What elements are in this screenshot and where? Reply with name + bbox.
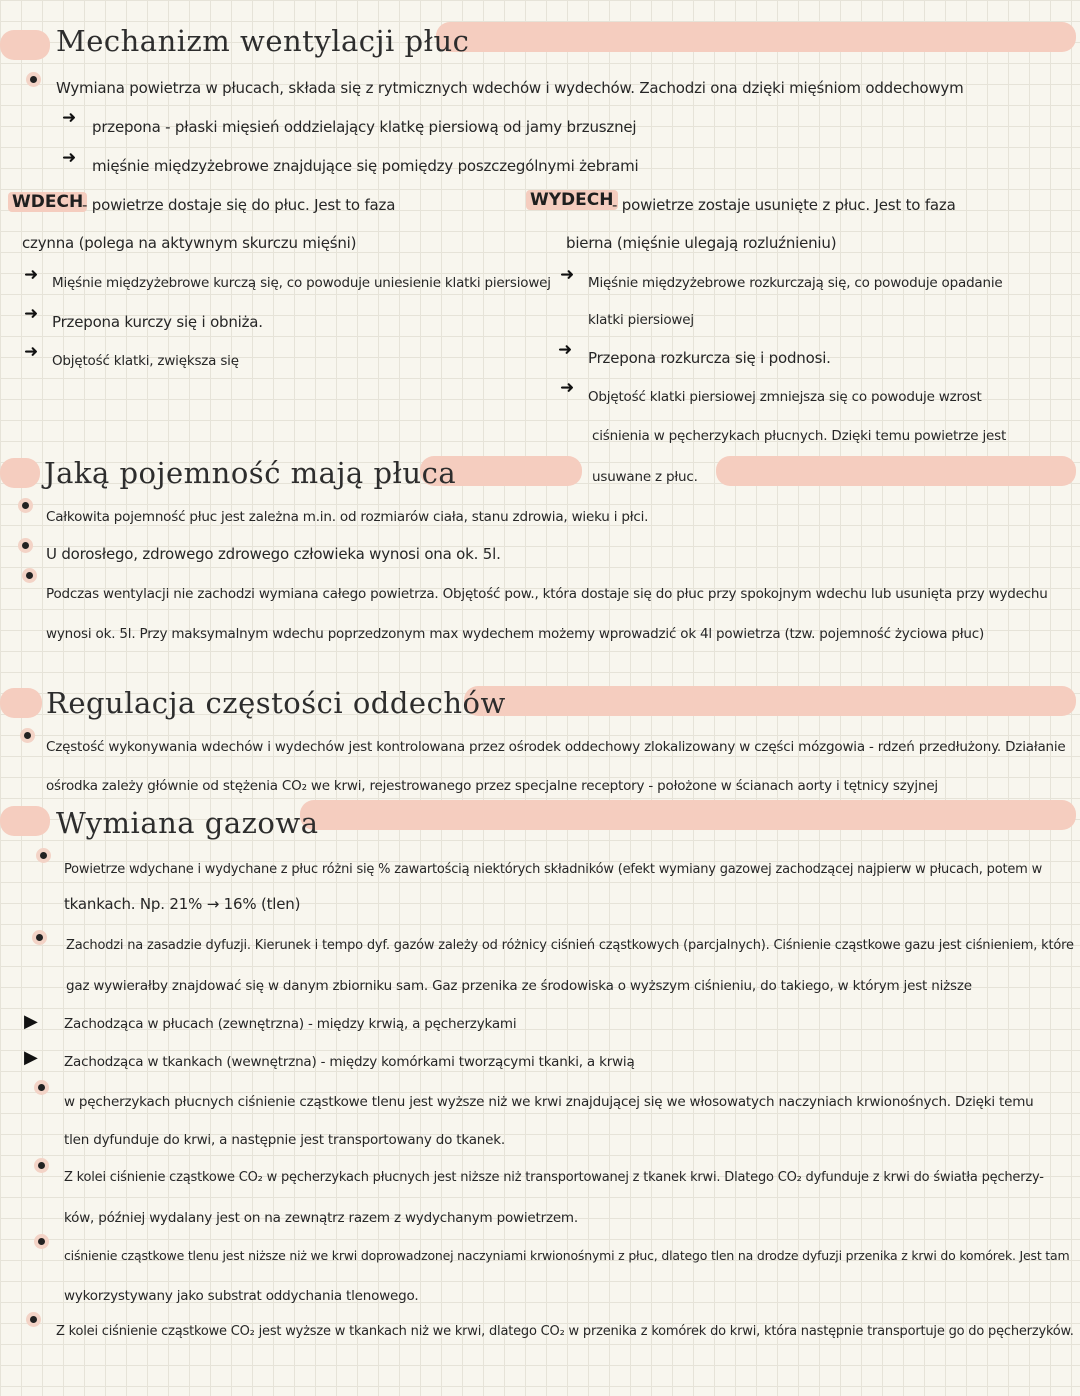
paragraph: tkankach. Np. 21% → 16% (tlen) xyxy=(64,895,301,913)
arrow-icon: ➜ xyxy=(24,265,39,285)
arrow-icon: ➜ xyxy=(62,108,77,128)
paragraph: U dorosłego, zdrowego zdrowego człowieka wynosi ona ok. 5l. xyxy=(46,545,501,563)
arrow-icon: ➜ xyxy=(558,340,573,360)
title-highlight xyxy=(436,22,1076,52)
section-title-regulation: Regulacja częstości oddechów xyxy=(46,686,506,720)
paragraph: - powietrze dostaje się do płuc. Jest to faza xyxy=(82,196,396,214)
triangle-bullet-icon: ▶ xyxy=(24,1011,38,1032)
list-item: Mięśnie międzyżebrowe rozkurczają się, co powoduje opadanie xyxy=(588,275,1003,291)
list-item: Objętość klatki, zwiększa się xyxy=(52,353,239,369)
list-item: usuwane z płuc. xyxy=(592,469,698,485)
paragraph: Podczas wentylacji nie zachodzi wymiana całego powietrza. Objętość pow., która dostaje się do płuc przy spokojnym wdechu lub usunięta przy wydechu xyxy=(46,586,1048,602)
title-highlight xyxy=(464,686,1076,716)
bullet xyxy=(26,572,33,579)
list-item: Zachodząca w płucach (zewnętrzna) - między krwią, a pęcherzykami xyxy=(64,1016,517,1032)
paragraph: Powietrze wdychane i wydychane z płuc różni się % zawartością niektórych składników (efekt wymiany gazowej zachodzącej najpierw w płucach, potem w xyxy=(64,862,1042,877)
bullet xyxy=(40,852,47,859)
paragraph: ków, później wydalany jest on na zewnątrz razem z wydychanym powietrzem. xyxy=(64,1210,578,1226)
bullet xyxy=(30,76,37,83)
paragraph: Z kolei ciśnienie cząstkowe CO₂ w pęcherzykach płucnych jest niższe niż transportowanej z tkanek krwi. Dlatego CO₂ dyfunduje z krwi do światła pęcherzy- xyxy=(64,1170,1044,1185)
list-item: klatki piersiowej xyxy=(588,312,694,328)
bullet xyxy=(30,1316,37,1323)
list-item: Przepona rozkurcza się i podnosi. xyxy=(588,349,831,367)
arrow-icon: ➜ xyxy=(560,265,575,285)
list-item: Mięśnie międzyżebrowe kurczą się, co powoduje uniesienie klatki piersiowej xyxy=(52,275,551,291)
bullet xyxy=(38,1084,45,1091)
paragraph: Zachodzi na zasadzie dyfuzji. Kierunek i tempo dyf. gazów zależy od różnicy ciśnień cząstkowych (parcjalnych). Ciśnienie cząstkowe gazu jest ciśnieniem, które xyxy=(66,938,1074,953)
section-title-capacity: Jaką pojemność mają płuca xyxy=(44,456,457,490)
list-item: Objętość klatki piersiowej zmniejsza się co powoduje wzrost xyxy=(588,389,982,405)
bullet xyxy=(22,502,29,509)
paragraph: tlen dyfunduje do krwi, a następnie jest transportowany do tkanek. xyxy=(64,1132,505,1148)
triangle-bullet-icon: ▶ xyxy=(24,1047,38,1068)
paragraph: Częstość wykonywania wdechów i wydechów jest kontrolowana przez ośrodek oddechowy zlokalizowany w części mózgowia - rdzeń przedłużony. Działanie xyxy=(46,739,1066,755)
list-item: Przepona kurczy się i obniża. xyxy=(52,313,263,331)
paragraph: w pęcherzykach płucnych ciśnienie cząstkowe tlenu jest wyższe niż we krwi znajdującej się we włosowatych naczyniach krwionośnych. Dzięki temu xyxy=(64,1094,1034,1110)
title-highlight xyxy=(0,806,50,836)
arrow-icon: ➜ xyxy=(24,342,39,362)
paragraph: mięśnie międzyżebrowe znajdujące się pomiędzy poszczególnymi żebrami xyxy=(92,157,639,175)
paragraph: gaz wywierałby znajdować się w danym zbiorniku sam. Gaz przenika ze środowiska o wyższym ciśnieniu, do takiego, w którym jest niższe xyxy=(66,978,972,994)
paragraph: Z kolei ciśnienie cząstkowe CO₂ jest wyższe w tkankach niż we krwi, dlatego CO₂ w przenika z komórek do krwi, która następnie transportuje go do pęcherzyków. xyxy=(56,1324,1074,1339)
paragraph: przepona - płaski mięsień oddzielający klatkę piersiową od jamy brzusznej xyxy=(92,118,637,136)
title-highlight xyxy=(0,458,40,488)
paragraph: Całkowita pojemność płuc jest zależna m.in. od rozmiarów ciała, stanu zdrowia, wieku i płci. xyxy=(46,509,649,525)
section-title-gas-exchange: Wymiana gazowa xyxy=(56,806,319,840)
title-highlight xyxy=(0,30,50,60)
list-item: ciśnienia w pęcherzykach płucnych. Dzięki temu powietrze jest xyxy=(592,428,1007,444)
title-highlight xyxy=(716,456,1076,486)
bullet xyxy=(36,934,43,941)
arrow-icon: ➜ xyxy=(62,148,77,168)
paragraph: ośrodka zależy głównie od stężenia CO₂ we krwi, rejestrowanego przez specjalne receptory - położone w ścianach aorty i tętnicy szyjnej xyxy=(46,778,938,794)
paragraph: ciśnienie cząstkowe tlenu jest niższe niż we krwi doprowadzonej naczyniami krwionośnymi z płuc, dlatego tlen na drodze dyfuzji przenika z krwi do komórek. Jest tam xyxy=(64,1248,1070,1263)
arrow-icon: ➜ xyxy=(560,378,575,398)
bullet xyxy=(24,732,31,739)
title-highlight xyxy=(0,688,42,718)
paragraph: - powietrze zostaje usunięte z płuc. Jest to faza xyxy=(612,196,956,214)
paragraph: wynosi ok. 5l. Przy maksymalnym wdechu poprzedzonym max wydechem możemy wprowadzić ok 4l powietrza (tzw. pojemność życiowa płuc) xyxy=(46,626,985,642)
paragraph: wykorzystywany jako substrat oddychania tlenowego. xyxy=(64,1288,419,1304)
inhale-label: WDECH xyxy=(8,192,87,212)
list-item: Zachodząca w tkankach (wewnętrzna) - między komórkami tworzącymi tkanki, a krwią xyxy=(64,1054,635,1070)
paragraph: czynna (polega na aktywnym skurczu mięśni) xyxy=(22,234,357,252)
arrow-icon: ➜ xyxy=(24,304,39,324)
bullet xyxy=(38,1238,45,1245)
section-title-ventilation: Mechanizm wentylacji płuc xyxy=(56,24,470,58)
exhale-label: WYDECH xyxy=(526,190,618,210)
paragraph: Wymiana powietrza w płucach, składa się z rytmicznych wdechów i wydechów. Zachodzi ona dzięki mięśniom oddechowym xyxy=(56,79,964,97)
paragraph: bierna (mięśnie ulegają rozluźnieniu) xyxy=(566,234,837,252)
bullet xyxy=(22,542,29,549)
title-highlight xyxy=(300,800,1076,830)
bullet xyxy=(38,1162,45,1169)
